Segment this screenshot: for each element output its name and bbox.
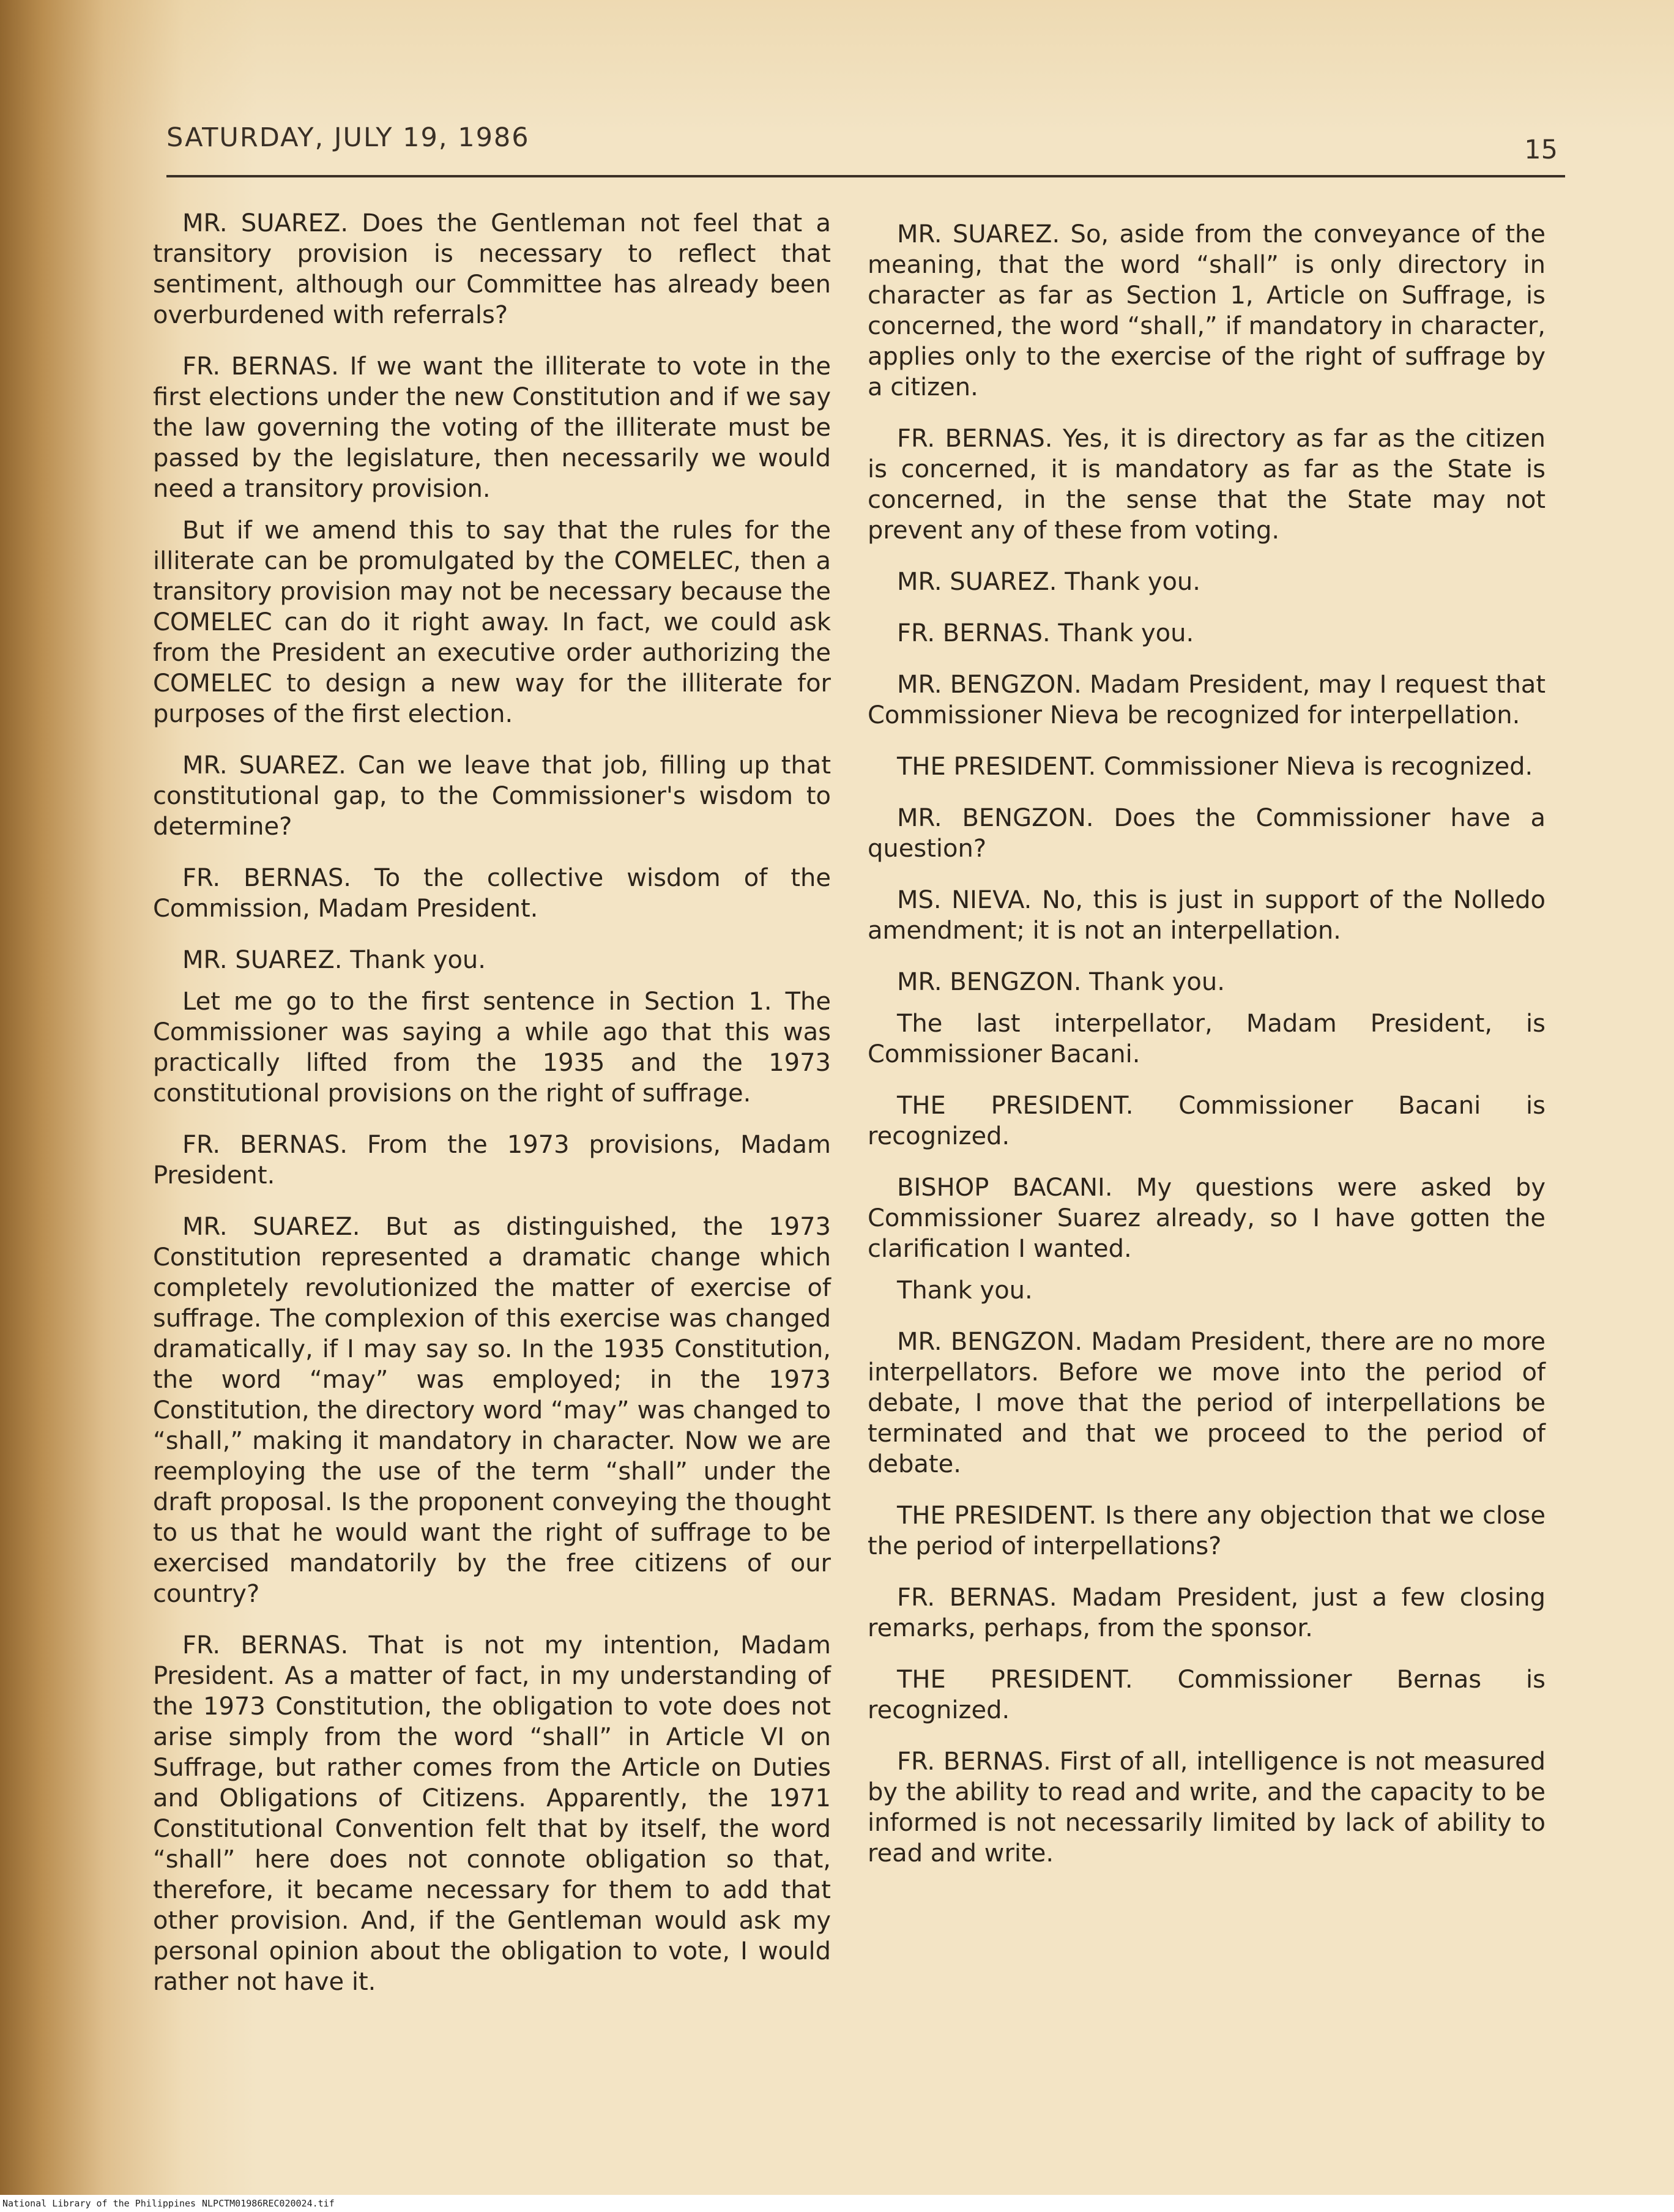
paragraph: BISHOP BACANI. My questions were asked by Commissioner Suarez already, so I have gotten the clarification I wanted.	[868, 1174, 1546, 1263]
paragraph: FR. BERNAS. Thank you.	[897, 619, 1194, 647]
paragraph: MR. SUAREZ. But as distinguished, the 1973 Constitution represented a dramatic change which completely revolutionized the matter of exercise of suffrage. The complexion of this exercise was changed dramatically, if I may say so. In the 1935 Constitution, the word “may” was employed; in the 1973 Constitution, the directory word “may” was changed to “shall,” making it mandatory in character. Now we are reemploying the use of the term “shall” under the draft proposal. Is the proponent conveying the thought to us that he would want the right of suffrage to be exercised mandatorily by the free citizens of our country?	[153, 1213, 831, 1608]
paragraph: MR. BENGZON. Madam President, there are no more interpellators. Before we move into the period of debate, I move that the period of interpellations be terminated and that we proceed to the period of debate.	[868, 1328, 1546, 1478]
paragraph: FR. BERNAS. Madam President, just a few closing remarks, perhaps, from the sponsor.	[868, 1584, 1546, 1642]
paragraph: Let me go to the first sentence in Section 1. The Commissioner was saying a while ago that this was practically lifted from the 1935 and the 1973 constitutional provisions on the right of suffrage.	[153, 988, 831, 1108]
paragraph: MR. SUAREZ. Does the Gentleman not feel that a transitory provision is necessary to reflect that sentiment, although our Committee has already been overburdened with referrals?	[153, 209, 831, 329]
paragraph: THE PRESIDENT. Commissioner Nieva is recognized.	[897, 753, 1533, 781]
paragraph: But if we amend this to say that the rules for the illiterate can be promulgated by the COMELEC, then a transitory provision may not be necessary because the COMELEC can do it right away. In fact, we could ask from the President an executive order authorizing the COMELEC to design a new way for the illiterate for purposes of the first election.	[153, 516, 831, 728]
paragraph: The last interpellator, Madam President, is Commissioner Bacani.	[868, 1010, 1546, 1068]
paragraph: FR. BERNAS. Yes, it is directory as far as the citizen is concerned, it is mandatory as far as the State is concerned, in the sense that the State may not prevent any of these from voting.	[868, 425, 1546, 545]
scan-footer	[0, 2195, 1674, 2212]
footer-filename: NLPCTM01986REC020024.tif	[202, 2198, 335, 2209]
header-rule	[166, 175, 1565, 177]
paragraph: THE PRESIDENT. Is there any objection that we close the period of interpellations?	[868, 1502, 1546, 1560]
paragraph: MR. SUAREZ. Thank you.	[182, 946, 486, 974]
header-date: SATURDAY, JULY 19, 1986	[166, 122, 530, 153]
paragraph: Thank you.	[897, 1276, 1033, 1305]
right-column	[868, 219, 1546, 1890]
paragraph: FR. BERNAS. From the 1973 provisions, Madam President.	[153, 1131, 831, 1190]
page-header	[166, 122, 1561, 179]
paragraph: MR. SUAREZ. Can we leave that job, filling up that constitutional gap, to the Commissioner's wisdom to determine?	[153, 751, 831, 841]
paragraph: THE PRESIDENT. Commissioner Bacani is recognized.	[868, 1092, 1546, 1150]
paragraph: FR. BERNAS. That is not my intention, Madam President. As a matter of fact, in my understanding of the 1973 Constitution, the obligation to vote does not arise simply from the word “shall” in Article VI on Suffrage, but rather comes from the Article on Duties and Obligations of Citizens. Apparently, the 1971 Constitutional Convention felt that by itself, the word “shall” here does not connote obligation so that, therefore, it became necessary for them to add that other provision. And, if the Gentleman would ask my personal opinion about the obligation to vote, I would rather not have it.	[153, 1631, 831, 1996]
paragraph: FR. BERNAS. If we want the illiterate to vote in the first elections under the new Constitution and if we say the law governing the voting of the illiterate must be passed by the legislature, then necessarily we would need a transitory provision.	[153, 352, 831, 503]
left-column	[153, 208, 831, 2018]
paragraph: MR. BENGZON. Thank you.	[897, 968, 1225, 996]
footer-library: National Library of the Philippines	[2, 2198, 196, 2209]
paragraph: MR. SUAREZ. Thank you.	[897, 568, 1200, 596]
paragraph: FR. BERNAS. First of all, intelligence is not measured by the ability to read and write, and the capacity to be informed is not necessarily limited by lack of ability to read and write.	[868, 1748, 1546, 1868]
paragraph: MR. BENGZON. Does the Commissioner have a question?	[868, 804, 1546, 863]
paragraph: MR. BENGZON. Madam President, may I request that Commissioner Nieva be recognized for interpellation.	[868, 671, 1546, 729]
paragraph: MR. SUAREZ. So, aside from the conveyance of the meaning, that the word “shall” is only directory in character as far as Section 1, Article on Suffrage, is concerned, the word “shall,” if mandatory in character, applies only to the exercise of the right of suffrage by a citizen.	[868, 220, 1546, 401]
paragraph: FR. BERNAS. To the collective wisdom of the Commission, Madam President.	[153, 864, 831, 923]
paragraph: THE PRESIDENT. Commissioner Bernas is recognized.	[868, 1666, 1546, 1724]
page-number: 15	[1524, 135, 1558, 165]
paragraph: MS. NIEVA. No, this is just in support of the Nolledo amendment; it is not an interpellation.	[868, 886, 1546, 945]
